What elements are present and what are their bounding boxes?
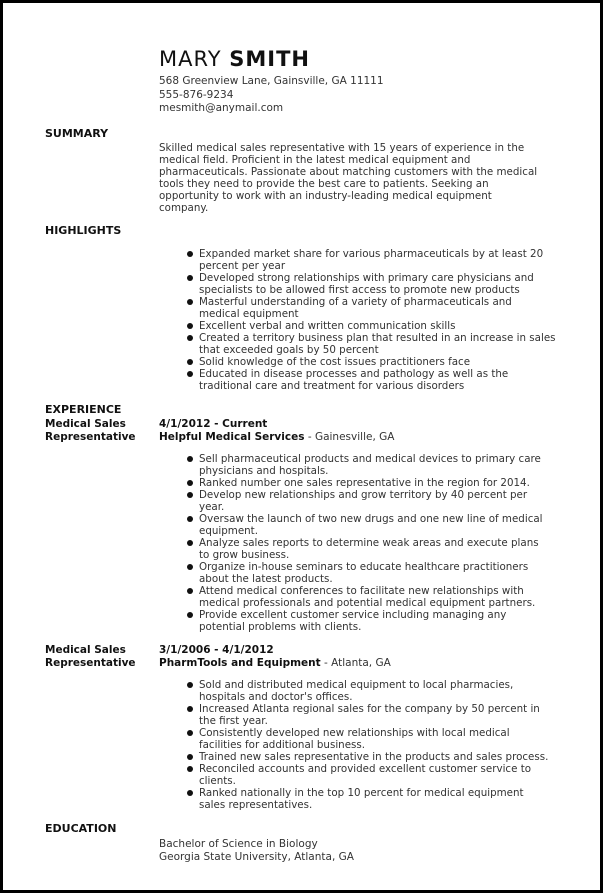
bullet-line: Provide excellent customer service including managing any (199, 609, 507, 621)
bullet-line: Reconciled accounts and provided excellent customer service to (199, 763, 532, 775)
job-title (45, 644, 145, 670)
summary-heading: SUMMARY (45, 127, 109, 140)
bullet-line: sales representatives. (199, 799, 313, 811)
job-bullets (183, 679, 568, 811)
summary-line: pharmaceuticals. Passionate about matching customers with the medical (159, 166, 538, 178)
job-title-line: Medical Sales (45, 418, 126, 430)
bullet-item (183, 727, 568, 751)
job-bullets (183, 453, 568, 633)
bullet-item (183, 513, 568, 537)
job-title-line: Representative (45, 431, 136, 443)
bullet-line: specialists to be allowed first access to promote new products (199, 284, 520, 296)
bullet-line: Expanded market share for various pharmaceuticals by at least 20 (199, 248, 544, 260)
bullet-item (183, 703, 568, 727)
bullet-line: hospitals and doctor's offices. (199, 691, 353, 703)
bullet-item (183, 763, 568, 787)
company-name: PharmTools and Equipment (159, 657, 321, 669)
bullet-line: Develop new relationships and grow territory by 40 percent per (199, 489, 528, 501)
bullet-line: equipment. (199, 525, 258, 537)
address: 568 Greenview Lane, Gainsville, GA 11111 (159, 75, 384, 87)
bullet-line: Solid knowledge of the cost issues practitioners face (199, 356, 471, 368)
job-title-line: Representative (45, 657, 136, 669)
email: mesmith@anymail.com (159, 102, 284, 114)
highlights-heading: HIGHLIGHTS (45, 224, 122, 237)
bullet-line: Ranked number one sales representative in the region for 2014. (199, 477, 530, 489)
bullet-item (183, 489, 568, 513)
bullet-line: Masterful understanding of a variety of pharmaceuticals and (199, 296, 512, 308)
bullet-line: Oversaw the launch of two new drugs and one new line of medical (199, 513, 543, 525)
education-heading: EDUCATION (45, 822, 117, 835)
bullet-line: Developed strong relationships with primary care physicians and (199, 272, 534, 284)
candidate-name (159, 47, 310, 71)
bullet-line: Consistently developed new relationships with local medical (199, 727, 510, 739)
company-location: - Gainesville, GA (304, 431, 395, 443)
highlights-list (183, 248, 568, 392)
bullet-line: Analyze sales reports to determine weak areas and execute plans (199, 537, 539, 549)
phone: 555-876-9234 (159, 89, 234, 101)
bullet-line: to grow business. (199, 549, 290, 561)
summary-line: company. (159, 202, 209, 214)
bullet-line: Organize in-house seminars to educate healthcare practitioners (199, 561, 529, 573)
bullet-line: percent per year (199, 260, 286, 272)
education-school: Georgia State University, Atlanta, GA (159, 851, 354, 863)
bullet-line: medical equipment (199, 308, 299, 320)
summary-line: medical field. Proficient in the latest medical equipment and (159, 154, 471, 166)
bullet-line: Attend medical conferences to facilitate new relationships with (199, 585, 524, 597)
bullet-item (183, 332, 568, 356)
bullet-line: Sold and distributed medical equipment to local pharmacies, (199, 679, 514, 691)
bullet-item (183, 453, 568, 477)
bullet-line: potential problems with clients. (199, 621, 362, 633)
bullet-item (183, 296, 568, 320)
bullet-item (183, 679, 568, 703)
bullet-line: Excellent verbal and written communication skills (199, 320, 456, 332)
bullet-line: year. (199, 501, 225, 513)
bullet-item (183, 751, 568, 763)
summary-line: Skilled medical sales representative with 15 years of experience in the (159, 142, 525, 154)
bullet-line: physicians and hospitals. (199, 465, 329, 477)
job-dates: 4/1/2012 - Current (159, 418, 268, 430)
bullet-item (183, 561, 568, 585)
bullet-line: about the latest products. (199, 573, 333, 585)
bullet-item (183, 477, 568, 489)
bullet-item (183, 356, 568, 368)
job-title (45, 418, 145, 444)
bullet-item (183, 537, 568, 561)
experience-heading: EXPERIENCE (45, 403, 122, 416)
bullet-line: Ranked nationally in the top 10 percent for medical equipment (199, 787, 524, 799)
bullet-item (183, 585, 568, 609)
last-name: SMITH (229, 47, 310, 71)
bullet-line: Trained new sales representative in the products and sales process. (199, 751, 549, 763)
summary-line: tools they need to provide the best care to patients. Seeking an (159, 178, 489, 190)
job-company (159, 431, 394, 443)
bullet-item (183, 248, 568, 272)
bullet-line: facilities for additional business. (199, 739, 366, 751)
summary-text (159, 142, 559, 214)
bullet-item (183, 272, 568, 296)
bullet-line: clients. (199, 775, 236, 787)
bullet-line: Increased Atlanta regional sales for the company by 50 percent in (199, 703, 540, 715)
bullet-line: the first year. (199, 715, 268, 727)
education-degree: Bachelor of Science in Biology (159, 838, 318, 850)
bullet-item (183, 320, 568, 332)
bullet-line: that exceeded goals by 50 percent (199, 344, 379, 356)
bullet-line: medical professionals and potential medical equipment partners. (199, 597, 536, 609)
bullet-item (183, 368, 568, 392)
bullet-line: Sell pharmaceutical products and medical devices to primary care (199, 453, 541, 465)
bullet-line: traditional care and treatment for various disorders (199, 380, 465, 392)
company-location: - Atlanta, GA (320, 657, 391, 669)
summary-line: opportunity to work with an industry-leading medical equipment (159, 190, 492, 202)
company-name: Helpful Medical Services (159, 431, 305, 443)
bullet-line: Educated in disease processes and pathology as well as the (199, 368, 509, 380)
job-company (159, 657, 391, 669)
bullet-line: Created a territory business plan that resulted in an increase in sales (199, 332, 556, 344)
bullet-item (183, 609, 568, 633)
job-title-line: Medical Sales (45, 644, 126, 656)
first-name: MARY (159, 47, 222, 71)
job-dates: 3/1/2006 - 4/1/2012 (159, 644, 274, 656)
bullet-item (183, 787, 568, 811)
